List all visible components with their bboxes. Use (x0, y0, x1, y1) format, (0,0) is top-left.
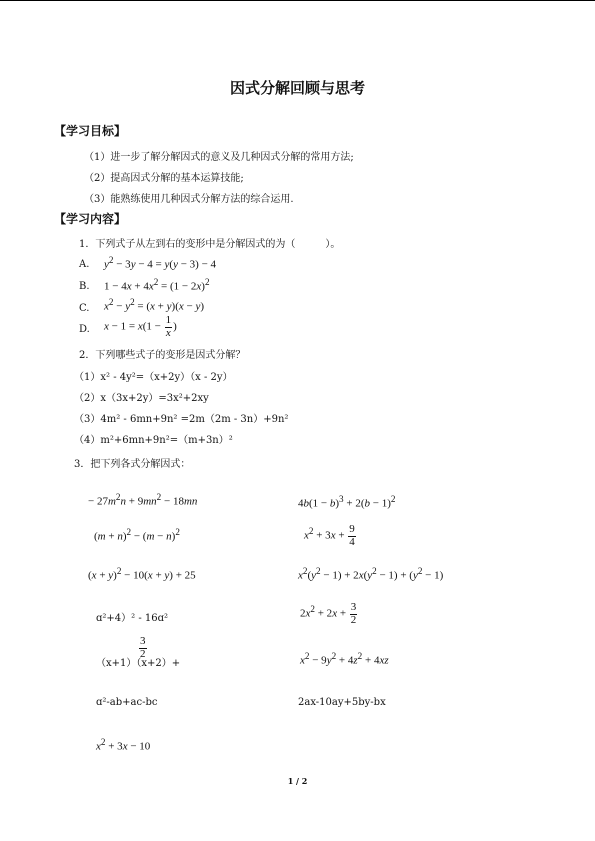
q1-stem: 1．下列式子从左到右的变形中是分解因式的为（ ）。 (79, 239, 341, 250)
q1-option-b-label: B. (79, 281, 90, 292)
goal-item-1: （1）进一步了解分解因式的意义及几种因式分解的常用方法; (84, 152, 354, 163)
content-heading: 【学习内容】 (54, 212, 127, 226)
q2-item-3: （3）4m² - 6mn+9n² =2m（2m - 3n）+9n² (74, 414, 289, 425)
q3-expr-left-2: $(m + n)^2 - (m - n)^2$ (94, 527, 180, 543)
top-rule (0, 0, 595, 1)
q1-option-a-formula: $y^2 - 3y - 4 = y(y - 3) - 4$ (104, 255, 217, 271)
q2-item-2: （2）x（3x+2y）=3x²+2xy (74, 393, 209, 404)
q3-expr-right-6: 2ax-10ay+5by-bx (298, 697, 386, 708)
q3-stem: 3．把下列各式分解因式： (74, 459, 191, 470)
page-number: 1 / 2 (287, 776, 308, 786)
q3-expr-left-7: $x^2 + 3x - 10$ (96, 737, 151, 753)
q3-expr-right-3: $x^2(y^2 - 1) + 2x(y^2 - 1) + (y^2 - 1)$ (298, 566, 444, 582)
q1-option-d-formula: x − 1 = x(1 − $\frac{1}{x}$ ) (104, 314, 177, 339)
goal-item-2: （2）提高因式分解的基本运算技能; (84, 173, 244, 184)
q2-item-1: （1）x² - 4y²=（x+2y）（x - 2y） (74, 372, 233, 383)
q1-option-a-label: A. (79, 259, 90, 270)
q2-item-4: （4）m²+6mn+9n²=（m+3n）² (74, 435, 233, 446)
q3-expr-left-4: ɑ²+4）² - 16ɑ² (96, 613, 169, 624)
q3-expr-right-4: $2x^2 + 2x$ + $\frac{3}{2}$ (300, 601, 357, 626)
q1-option-c-formula: $x^2 - y^2 = (x + y)(x - y)$ (104, 297, 205, 313)
q1-option-b-formula: $1 - 4x + 4x^2 = (1 - 2x)^2$ (104, 277, 210, 293)
q3-expr-right-1: $4b(1 - b)^3 + 2(b - 1)^2$ (298, 494, 396, 510)
goal-item-3: （3）能熟练使用几种因式分解方法的综合运用. (84, 194, 294, 205)
q3-expr-left-6: ɑ²-ab+ac-bc (96, 697, 158, 708)
q1-option-c-label: C. (79, 303, 90, 314)
q1-option-d-label: D. (79, 324, 90, 335)
page-title: 因式分解回顾与思考 (229, 79, 365, 97)
goals-heading: 【学习目标】 (54, 124, 127, 138)
q2-stem: 2．下列哪些式子的变形是因式分解？ (79, 350, 246, 361)
q3-expr-left-3: $(x + y)^2 - 10(x + y) + 25$ (88, 566, 196, 582)
q3-expr-right-5: $x^2 - 9y^2 + 4z^2 + 4xz$ (300, 651, 389, 667)
q3-expr-left-5-fraction: $\frac{3}{2}$ (140, 635, 146, 660)
q3-expr-left-1: − $27m^2n + 9mn^2 - 18mn$ (88, 492, 198, 508)
q3-expr-left-5: （x+1）（x+2）+ (96, 658, 181, 669)
q3-expr-right-2: $x^2 + 3x$ + $\frac{9}{4}$ (304, 523, 355, 548)
